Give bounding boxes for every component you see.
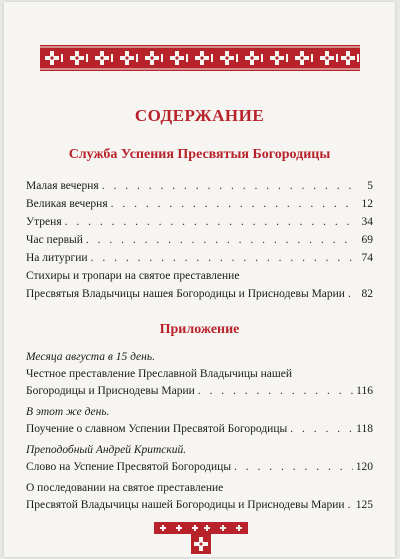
bottom-ornament [154, 522, 248, 556]
toc-entry-page: 82 [361, 288, 373, 300]
dot-leader [198, 385, 353, 397]
toc-entry[interactable] [26, 216, 373, 228]
appendix-item-heading: Преподобный Андрей Критский. [26, 444, 187, 456]
toc-entry-page: 5 [367, 180, 373, 192]
toc-entry-page: 125 [355, 499, 373, 511]
toc-entry-page: 69 [361, 234, 373, 246]
toc-entry-label: Поучение о славном Успении Пресвятой Богородицы [26, 423, 288, 435]
toc-entry-label: Час первый [26, 234, 83, 246]
stichera-line-1: Стихиры и тропари на святое преставление [26, 270, 240, 282]
toc-entry-label: Утреня [26, 216, 62, 228]
dot-leader [348, 288, 356, 300]
appendix-item-heading: В этот же день. [26, 406, 110, 418]
toc-entry-page: 120 [355, 461, 373, 473]
toc-entry[interactable] [26, 180, 373, 192]
top-ornament-band [40, 45, 360, 71]
dot-leader [65, 216, 356, 228]
toc-entry-label: Пресвятыя Владычицы нашея Богородицы и Приснодевы Марии [26, 288, 345, 300]
appendix-section-title: Приложение [159, 322, 240, 337]
dot-leader [348, 499, 353, 511]
toc-entry-page: 118 [356, 423, 373, 435]
appendix-item-heading: Месяца августа в 15 день. [26, 351, 155, 363]
toc-entry[interactable] [26, 423, 373, 435]
service-section-title: Служба Успения Пресвятыя Богородицы [68, 147, 331, 162]
appendix-item-line: О последовании на святое преставление [26, 482, 224, 494]
toc-entry[interactable] [26, 461, 373, 473]
appendix-item-line: Честное преставление Преславной Владычицы нашей [26, 368, 293, 380]
toc-entry-label: Слово на Успение Пресвятой Богородицы [26, 461, 232, 473]
dot-leader [234, 461, 353, 473]
toc-entry[interactable] [26, 385, 373, 397]
toc-entry-label: Пресвятой Владычицы нашей Богородицы и Приснодевы Марии [26, 499, 345, 511]
toc-entry-label: Малая вечерня [26, 180, 99, 192]
dot-leader [290, 423, 353, 435]
toc-entry[interactable] [26, 252, 373, 264]
toc-entry[interactable] [26, 234, 373, 246]
dot-leader [102, 180, 356, 192]
dot-leader [91, 252, 356, 264]
toc-entry[interactable] [26, 198, 373, 210]
book-page [4, 2, 395, 557]
toc-entry-page: 34 [361, 216, 373, 228]
toc-entry-page: 116 [356, 385, 373, 397]
toc-entry[interactable] [26, 499, 373, 511]
toc-entry-page: 12 [361, 198, 373, 210]
toc-entry[interactable] [26, 288, 373, 300]
toc-entry-label: Великая вечерня [26, 198, 108, 210]
toc-entry-page: 74 [361, 252, 373, 264]
dot-leader [86, 234, 356, 246]
toc-entry-label: На литургии [26, 252, 88, 264]
dot-leader [111, 198, 356, 210]
toc-entry-label: Богородицы и Приснодевы Марии [26, 385, 195, 397]
contents-heading: СОДЕРЖАНИЕ [134, 106, 265, 125]
